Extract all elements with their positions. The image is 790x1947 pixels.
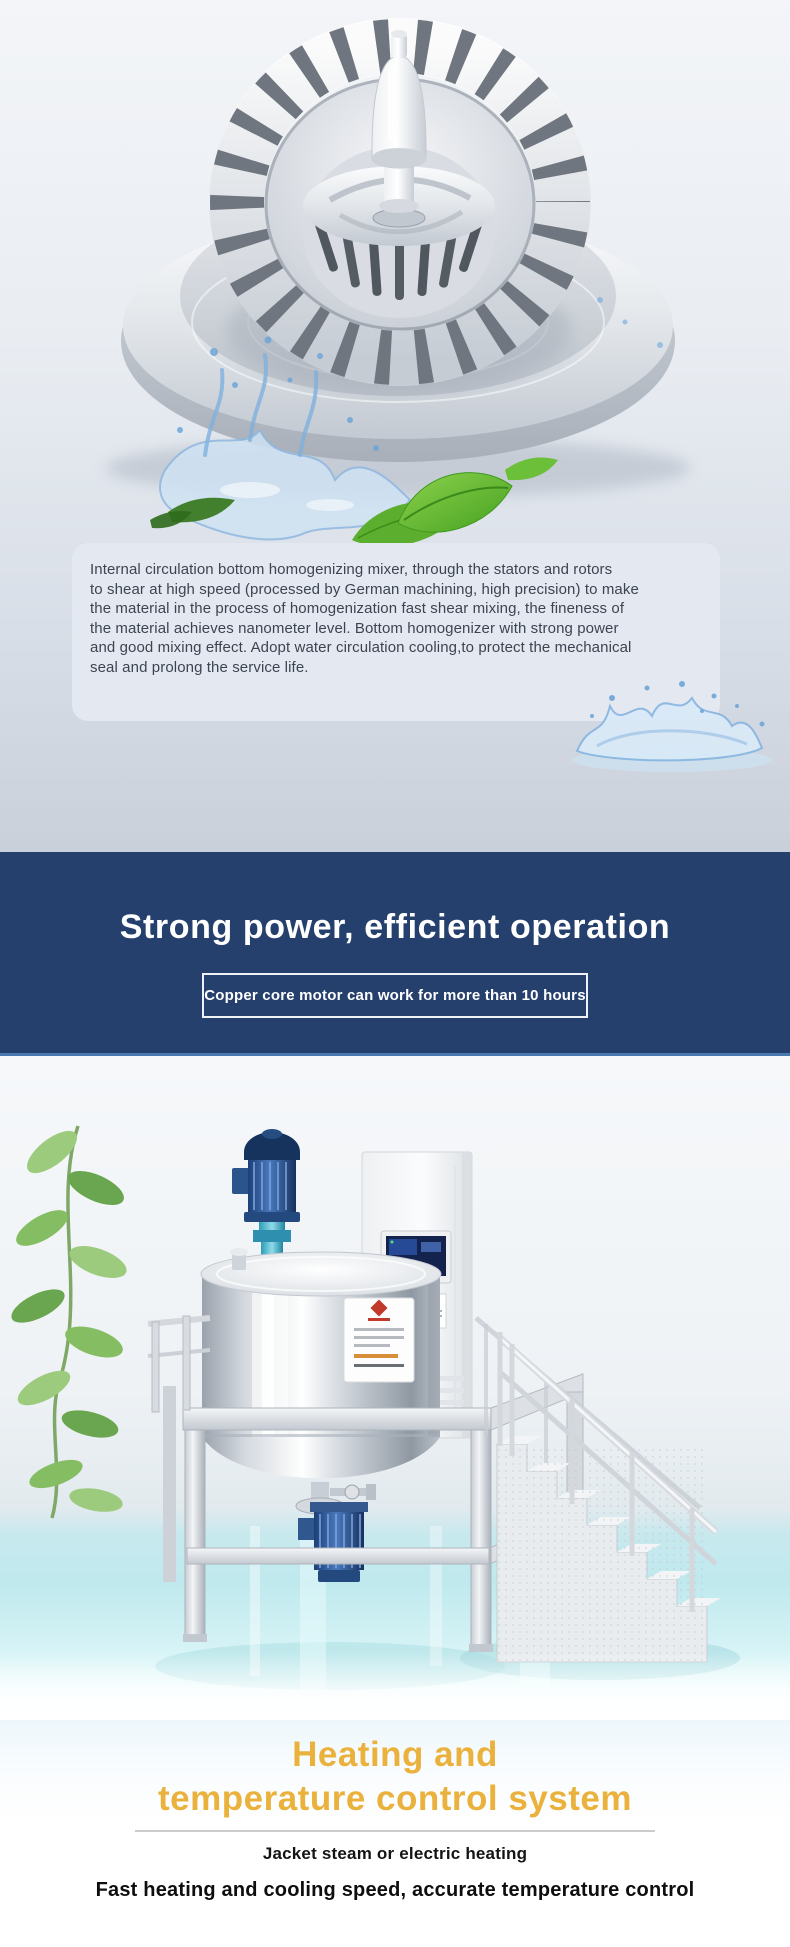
heating-title-line2: temperature control system	[158, 1779, 632, 1818]
heating-section	[0, 1720, 790, 1947]
description-line: the material achieves nanometer level. Bottom homogenizer with strong power	[90, 619, 619, 637]
description-text	[90, 560, 700, 677]
description-line: seal and prolong the service life.	[90, 658, 309, 676]
left-guardrail	[148, 1316, 210, 1412]
homogenizer-mixer-image	[0, 0, 790, 545]
heating-tagline: Fast heating and cooling speed, accurate temperature control	[95, 1879, 695, 1901]
title-divider	[135, 1830, 655, 1832]
description-line: and good mixing effect. Adopt water circulation cooling,to protect the mechanical	[90, 639, 632, 656]
heating-title-line1: Heating and	[292, 1735, 498, 1774]
strong-power-banner	[0, 852, 790, 1056]
heating-subtitle: Jacket steam or electric heating	[262, 1844, 528, 1863]
motor-badge-box	[202, 973, 588, 1018]
motor-badge-text: Copper core motor can work for more than 10 hours	[204, 987, 586, 1004]
description-line: to shear at high speed (processed by German machining, high precision) to make	[90, 580, 639, 598]
mixing-tank	[201, 1248, 441, 1478]
machine-showcase-section	[0, 1056, 790, 1720]
water-splash-right-image	[552, 676, 790, 778]
eucalyptus-plant	[7, 1123, 131, 1518]
floor-fade	[0, 1652, 790, 1720]
mixing-machine-image	[0, 1056, 790, 1720]
tank-label	[344, 1298, 414, 1382]
heating-title	[0, 1720, 790, 1821]
description-line: Internal circulation bottom homogenizing mixer, through the stators and rotors	[90, 561, 613, 578]
banner-title: Strong power, efficient operation	[119, 908, 671, 946]
homogenizer-intro-section	[0, 0, 790, 852]
description-line: the material in the process of homogenization fast shear mixing, the fineness of	[90, 600, 625, 617]
staircase	[476, 1318, 721, 1662]
